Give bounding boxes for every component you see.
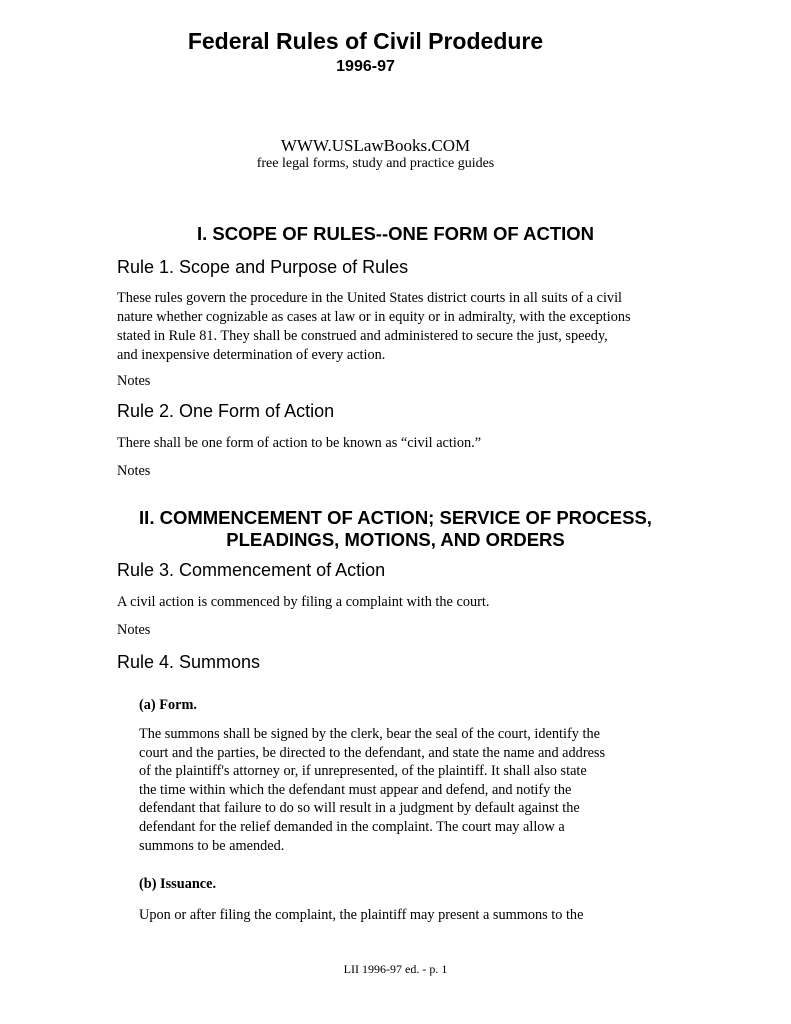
rule-4-a-line: of the plaintiff's attorney or, if unrepresented, of the plaintiff. It shall also state [139, 763, 587, 780]
rule-2-heading: Rule 2. One Form of Action [117, 401, 335, 421]
rule-1-line: nature whether cognizable as cases at law or in equity or in admiralty, with the exceptions [117, 309, 631, 325]
rule-3-heading: Rule 3. Commencement of Action [117, 560, 386, 580]
rule-1-notes: Notes [117, 373, 151, 389]
section-heading-2-line-2: PLEADINGS, MOTIONS, AND ORDERS [226, 529, 565, 550]
rule-4-a-line: defendant for the relief demanded in the complaint. The court may allow a [139, 818, 565, 835]
rule-4-b-heading: (b) Issuance. [139, 876, 217, 892]
rule-4-a-heading: (a) Form. [139, 697, 197, 713]
rule-1-line: stated in Rule 81. They shall be construed and administered to secure the just, speedy, [117, 328, 608, 344]
rule-1-line: These rules govern the procedure in the United States district courts in all suits of a civil [117, 290, 623, 306]
site-name: WWW.USLawBooks.COM [280, 136, 471, 155]
rule-3-text: A civil action is commenced by filing a complaint with the court. [117, 594, 490, 610]
document-title: Federal Rules of Civil Prodedure [187, 28, 544, 54]
rule-4-a-line: defendant that failure to do so will result in a judgment by default against the [139, 800, 580, 817]
rule-1-line: and inexpensive determination of every action. [117, 347, 386, 363]
document-year: 1996-97 [336, 58, 395, 75]
rule-4-a-line: the time within which the defendant must appear and defend, and notify the [139, 781, 572, 798]
rule-4-a-line: court and the parties, be directed to the defendant, and state the name and address [139, 744, 606, 761]
page-footer: LII 1996-97 ed. - p. 1 [343, 962, 448, 976]
rule-1-heading: Rule 1. Scope and Purpose of Rules [117, 257, 409, 277]
rule-4-heading: Rule 4. Summons [117, 652, 261, 672]
site-tagline: free legal forms, study and practice guides [256, 156, 495, 171]
section-heading-1: I. SCOPE OF RULES--ONE FORM OF ACTION [196, 223, 595, 244]
rule-4-a-text [139, 725, 659, 855]
rule-3-notes: Notes [117, 622, 151, 638]
rule-1-text [117, 289, 677, 365]
rule-2-text: There shall be one form of action to be known as “civil action.” [117, 435, 482, 451]
rule-4-b-text: Upon or after filing the complaint, the plaintiff may present a summons to the [139, 907, 584, 923]
rule-4-a-line: The summons shall be signed by the clerk, bear the seal of the court, identify the [139, 726, 600, 742]
rule-2-notes: Notes [117, 463, 151, 479]
rule-4-a-line: summons to be amended. [139, 837, 285, 854]
section-heading-2-line-1: II. COMMENCEMENT OF ACTION; SERVICE OF PROCESS, [139, 507, 652, 528]
section-heading-2 [0, 507, 791, 551]
